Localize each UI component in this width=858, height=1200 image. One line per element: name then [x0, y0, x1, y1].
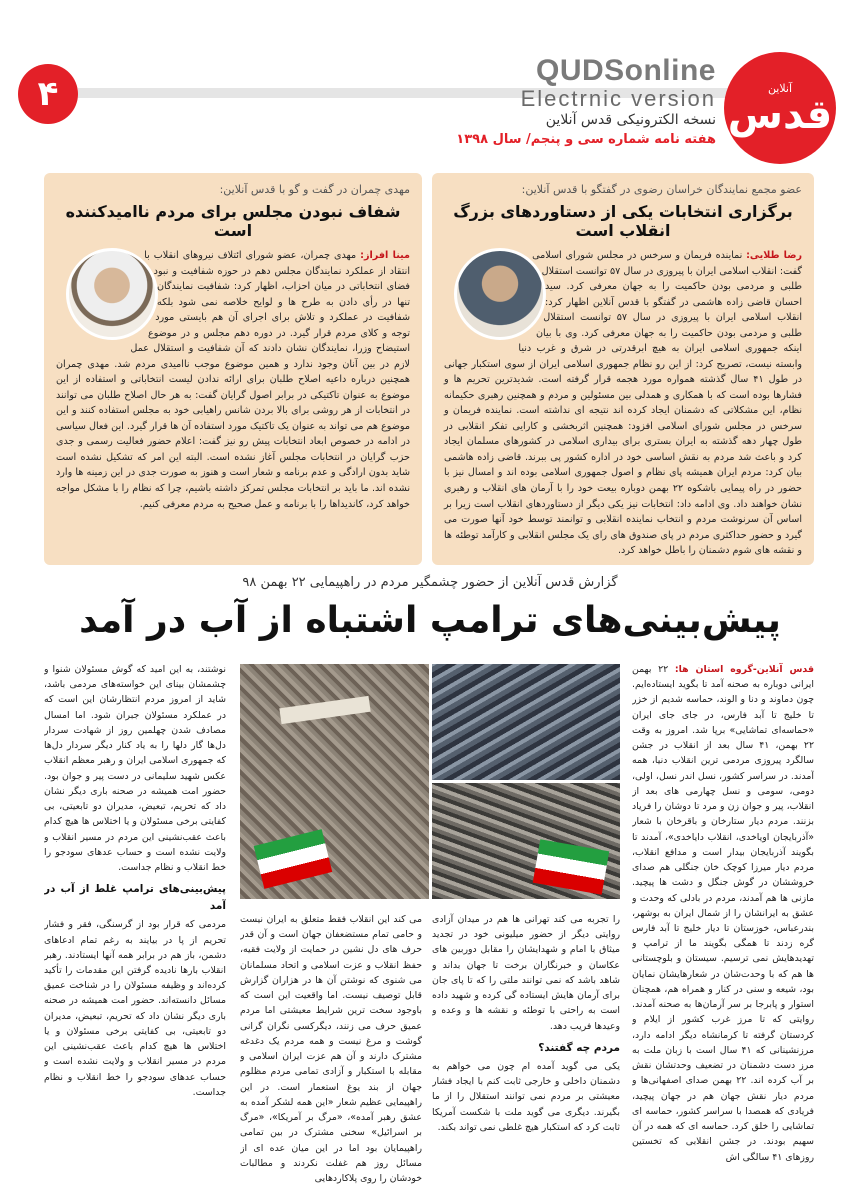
- story-column-3-text: را تجربه می کند تهرانی ها هم در میدان آزادی روایتی دیگر از حضور میلیونی خود در تجدید میثاق با امام و شهدایشان را مقابل دوربین های عکاسان و خبرنگاران برخت تا جهان بداند و شاهد باشد که نمی توانند ملتی را که تا پای جان برای آرمان هایش ایستاده گی کرده و شهید داده است به راحتی با توطئه و نقشه ها و وعده و وعیدها فریب دهد.: [432, 914, 620, 1032]
- story-subhead-people: مردم چه گفتند؟: [538, 1041, 620, 1054]
- box-left-body: [56, 248, 410, 512]
- story-column-2-text-2: مردمی که قرار بود از گرسنگی، فقر و فشار تحریم از پا در بیایند به رغم تمام ادعاهای دشمن، باز هم در برابر همه آنها ایستادند. رهبر انقلاب بارها نادیده گرفتن این مقدمات را تأکید کرده‌اند و وظیفه مسئولان را در شناخت عمیق مسائل دانسته‌اند. حضور امت همیشه در صحنه باری دیگر نشان داد که تحریم، تبعیض، مدیران دو تابعیتی، بی کفایتی برخی مسئولان و یا اختلاس ها هیچ کدام باعث عقب‌نشینی این مردم در مسیر انقلاب و ولایت نشده است و حساب عدهای سودجو را خط انقلاب و نظام جداست.: [44, 919, 226, 1098]
- story-column-2: [44, 662, 226, 1192]
- interviewee-photo-left: [66, 248, 158, 340]
- protest-sign: [279, 696, 370, 724]
- page-number: ۴: [18, 64, 78, 124]
- box-left-lead: مینا افراز:: [360, 250, 410, 261]
- box-left-title: شفاف نبودن مجلس برای مردم ناامیدکننده است: [65, 202, 401, 240]
- story-lead: قدس آنلاین-گروه استان ها:: [674, 664, 814, 675]
- story-column-1: [632, 662, 814, 1192]
- interviewee-photo-right: [454, 248, 546, 340]
- box-right-lead: رضا طلایی:: [746, 250, 802, 261]
- brand-name-en: QUDSonline: [535, 54, 716, 87]
- story-column-4-text: می کند این انقلاب فقط متعلق به ایران نیست و حامی تمام مستضعفان جهان است و آن قدر حرف های دل نشین در حمایت از ولایت فقیه، حفظ انقلاب و عزت اسلامی و اتحاد مسلمانان می شنوی که نوشتن آن ها در هزاران گزارش قابل توصیف نیست. اما واقعیت این است که باوجود سخت ترین شرایط معیشتی اما مردم عمیق حرف می زنند، دیگرکسی نگران گرانی گوشت و مرغ نیست و همه مردم یک دغدغه مشترک دارند و آن هم عزت ایران اسلامی و مقابله با استکبار و آزادی تمامی مردم مظلوم جهان از بند یوغ استعمار است. در این راهپیمایی عظیم شعار «این همه لشکر آمده به عشق رهبر آمده»، «مرگ بر آمریکا»، «مرگ بر اسرائیل» سخنی مشترک در بین تمامی راهپیمایان بود اما در این میان عده ای از مسائل روز هم غفلت نکردند و مطالبات خودشان را روی پلاکاردهایی: [240, 914, 422, 1184]
- story-kicker: گزارش قدس آنلاین از حضور چشمگیر مردم در راهپیمایی ۲۲ بهمن ۹۸: [242, 575, 618, 590]
- iran-flag: [533, 839, 610, 894]
- rally-photo-marchers: [432, 783, 621, 899]
- box-left-kicker: مهدی چمران در گفت و گو با قدس آنلاین:: [219, 183, 410, 196]
- box-left-text: مهدی چمران، عضو شورای ائتلاف نیروهای انقلاب با انتقاد از عملکرد نمایندگان مجلس دهم در حوزه شفافیت و نبود فضای انتخاباتی در میان احزاب، اظهار کرد: شفافیت نمایندگان تنها در رأی دادن به طرح ها و لوایح خلاصه نمی شود بلکه شفافیت در عملکرد و تلاش برای اجرای آن هم بایستی مورد توجه و کلای مردم قرار گیرد. در دوره دهم مجلس و در موضوع استیضاح وزرا، نمایندگان نشان دادند که آن شفافیت و استقلال عمل لازم در بین آنان وجود ندارد و همین موضوع موجب ناامیدی مردم شد. مهدی چمران همچنین درباره داعیه اصلاح طلبان برای ارائه ندادن لیست انتخاباتی و استفاده از این موضوع به عنوان تاکتیکی در برابر اصول گرایان گفت: به هر حال اصلاح طلبان می توانند در انتخابات از هر روشی برای بالا بردن شانس راهیابی خود به مجلس استفاده کنند و این موضوع هم می تواند به عنوان یک تاکتیک مورد استفاده آن ها قرار گیرد. این فعال سیاسی در ادامه در خصوص ابعاد انتخابات پیش رو نیز گفت: اعلام حضور فعالیت رسمی و جدی حزب گرایان در انتخابات مجلس آغاز نشده است. البته این امر که تشکیل نشده است شاید بدون ارادگی و عدم برنامه و شعار است و هنوز به صورت جدی در این زمینه ها وارد نشده اند. ما باید بر انتخابات مجلس تمرکز داشته باشیم، چرا که نظام را با مشکل مواجه خواهد کرد، کاندیداها را با برنامه و عمل صحیح به مردم معرفی کنیم.: [56, 250, 410, 510]
- story-column-3-text-2: یکی می گوید آمده ام چون می خواهم به دشمنان داخلی و خارجی ثابت کنم با ایجاد فشار معیشتی بر مردم نمی توانند استقلال را از ما بگیرند. دیگری می گوید ملت با شکست آمریکا ثابت کرد که استکبار هیچ غلطی نمی تواند بکند.: [432, 1060, 620, 1133]
- rally-photo-crowd-square: [432, 664, 621, 780]
- box-right-title: برگزاری انتخابات یکی از دستاوردهای بزرگ انقلاب است: [453, 202, 793, 240]
- quds-logo: [724, 52, 836, 164]
- story-column-2-text: نوشتند، به این امید که گوش مسئولان شنوا و چشمشان بینای این خواسته‌های مردمی باشد، شاید از امروز مردم انتظارشان این است که در عملکرد مسئولان جبران شود. اما امسال مصادف شدن چهلمین روز از شهادت سردار دل‌ها گار دلها را به یاد کنار دیگر سردار دل‌ها که جمهوری اسلامی ایران و رهبر معظم انقلاب عکس شهید سلیمانی در دست پیر و جوان بود. حضور امت همیشه در صحنه باری دیگر نشان داد که تحریم، تبعیض، مدیران دو تابعیتی، بی کفایتی برخی مسئولان و یا اختلاس ها هیچ کدام باعث عقب‌نشینی این مردم در مسیر انقلاب و ولایت نشده است و حساب عدهای سودجو را خط انقلاب و نظام جداست.: [44, 664, 226, 874]
- brand-subtitle-fa: نسخه الکترونیکی قدس آنلاین: [545, 112, 716, 128]
- interview-box-left: [44, 173, 422, 565]
- box-right-kicker: عضو مجمع نمایندگان خراسان رضوی در گفتگو با قدس آنلاین:: [521, 183, 802, 196]
- story-headline: پیش‌بینی‌های ترامپ اشتباه از آب در آمد: [79, 600, 781, 641]
- story-column-1-text: ۲۲ بهمن ایرانی دوباره به صحنه آمد تا بگوید ایستاده‌ایم. چون دماوند و دنا و الوند، حماسه شدیم از خزر تا خلیج تا آبد فارس، در جای جای ایران «حماسه‌ای تماشایی» برپا شد. امروز به وقت ۲۲ بهمن، ۴۱ سال بعد از انقلاب در جشن سالگرد پیروزی مردمی ترین انقلاب دنیا، همه آمدند. در سراسر کشور، نسل اندر نسل، اولی، دومی، سومی و نسل چهارمی های بعد از انقلاب، پیر و جوان زن و مرد تا دوشان را فریاد بزنند. مردم دیار ستارخان و باقرخان با شعار «آذربایجان اویاخدی، انقلاب داياخدی»، آمدند تا بگویند آذربایجان بیدار است و مدافع انقلاب، مردم دیار میرزا کوچک خان جنگلی هم صدای خروششان در گوش جنگل و دشت ها پیچید. مازنی ها هم آمدند، مردم در بادلی که وحدت و عشق به ایرانشان را از شمال ایران به بوشهر، بندرعباس، خوزستان تا دیار خلیج تا آبد فارس گره زدند تا همگی بگویند ما از ترامپ و تهدیدهایش نمی ترسیم. سیستان و بلوچستانی ها هم که با وحدت‌شان در شعارهایشان نمایان بود، شیعه و سنی در کنار و همراه هم، همچنان استوار و پابرجا بر سر آرمان‌ها به صحنه آمدند. روایتی که تا مرز غرب کشور از ایلام و کردستان گرفته تا کرمانشاه دیگر ادامه دارد، مرزنشینانی که ۴۱ سال است با زبان ملت به مرز دست دشمنان در تضعیف وحدتشان نقش بر آب کرده اند. ۲۲ بهمن صدای اصفهانی‌ها و مردم دیار نقش جهان هم در جهان پیچید، فریادی که همصدا با سراسر کشور، حماسه ای تماشایی را خلق کرد. حماسه ای که همه در آن سهیم بودند. در جشن انقلابی که تخستین روزهای ۴۱ سالگی اش: [632, 664, 814, 1163]
- logo-small-text: آنلاین: [767, 81, 793, 95]
- rally-photo-crowd-street: [240, 664, 429, 899]
- brand-subtitle-en: Electrnic version: [520, 86, 716, 111]
- masthead: [0, 0, 858, 168]
- story-column-3: [432, 912, 620, 1192]
- story-subhead-trump: پیش‌بینی‌های ترامپ غلط از آب در آمد: [44, 883, 226, 913]
- box-right-body: [444, 248, 802, 559]
- issue-line: هفته نامه شماره سی و پنجم/ سال ۱۳۹۸: [456, 132, 716, 147]
- logo-main-text: قدس: [727, 91, 833, 138]
- iran-flag: [254, 829, 333, 889]
- box-right-text: نماینده فریمان و سرخس در مجلس شورای اسلامی گفت: انقلاب اسلامی ایران با پیروزی در سال ۵۷ توانست استقلال طلبی و مردمی بودن حاکمیت را به جهان معرفی کرد. سید احسان قاضی زاده هاشمی در گفتگو با قدس آنلاین اظهار کرد: انقلاب اسلامی ایران با پیروزی در سال ۵۷ توانست استقلال طلبی و مردمی بودن حاکمیت را به جهان معرفی کرد. وی با بیان اینکه جمهوری اسلامی ایران به هیچ ابرقدرتی در شرق و غرب دنیا وابسته نیست، تصریح کرد: از این رو نظام جمهوری اسلامی ایران از سوی استکبار جهانی در طول ۴۱ سال گذشته همواره مورد هجمه قرار گرفته است. شدیدترین تحریم ها و فشارها بوده است که با همکاری و همدلی بین مسئولین و مردم و همچنین رهبری حکیمانه نظام، این مشکلاتی که دشمنان ایجاد کرده اند نتیجه ای نداشته است. نماینده فریمان و سرخس در مجلس شورای اسلامی افزود: همچنین اثربخشی و کارایی تفکر انقلابی در طول چهار دهه گذشته به ایران بستری برای بیداری اسلامی در کشورهای مسلمان ایجاد کرد و باعث شد مردم به نقش اساسی خود در اداره کشور پی ببرند. قاضی زاده هاشمی بیان کرد: مردم ایران همیشه پای نظام و اصول جمهوری اسلامی بوده اند و امسال نیز با حضور در راه پیمایی باشکوه ۲۲ بهمن دوباره بیعت خود را با آرمان های انقلاب و رهبری نشان خواهند داد. وی ادامه داد: انتخابات نیز یکی دیگر از دستاوردهای انقلاب است زیرا بر اساس آن سرنوشت مردم و انتخاب نماینده انقلابی و توانمند توسط خود آنها صورت می گیرد و حضور حداکثری مردم در پای صندوق های رای یک مجلس انقلابی و کارآمد توطئه ها و نقشه های شوم دشمنان را باطل خواهد کرد.: [444, 250, 803, 557]
- interview-box-right: [432, 173, 814, 565]
- story-column-4: [240, 912, 422, 1192]
- rally-photo-collage: [240, 664, 620, 902]
